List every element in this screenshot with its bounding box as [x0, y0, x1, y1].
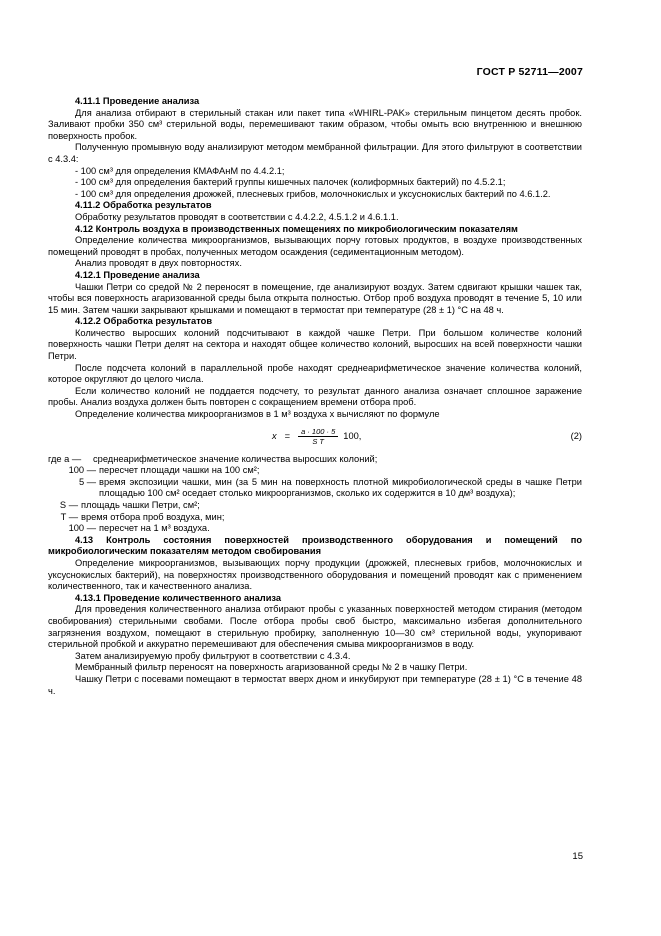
paragraph: Анализ проводят в двух повторностях.: [75, 258, 242, 269]
definition-symbol: где a —: [48, 453, 82, 464]
definition-text: площадь чашки Петри, см²;: [81, 500, 200, 510]
formula-numerator: a · 100 · 5: [298, 427, 338, 437]
section-heading-4-11-1: 4.11.1 Проведение анализа: [75, 96, 200, 106]
definition-text: пересчет площади чашки на 100 см²;: [99, 465, 260, 476]
page-number: 15: [572, 851, 583, 862]
paragraph: Если количество колоний не поддается подсчету, то результат данного анализа означает сплошное заражение пробы. Анализ воздуха должен быть повторен с сокращением времени отбора проб.: [48, 385, 582, 408]
definition-row: [48, 454, 582, 466]
section-heading-4-12-1: 4.12.1 Проведение анализа: [75, 269, 200, 280]
formula-factor: 100,: [343, 430, 362, 441]
section-heading-4-11-2: 4.11.2 Обработка результатов: [75, 200, 212, 211]
list-item: - 100 см³ для определения КМАФАнМ по 4.4.2.1;: [75, 165, 285, 176]
formula-denominator: S T: [312, 437, 325, 447]
paragraph: Для анализа отбирают в стерильный стакан или пакет типа «WHIRL-PAK» стерильным пинцетом десять пробок. Заливают пробки 350 см³ стерильной воды, перемешивают таким образом, чтобы омыть всю внутреннюю и внешнюю поверхность пробок.: [48, 107, 582, 141]
definition-text: время отбора проб воздуха, мин;: [81, 511, 225, 522]
paragraph: Определение количества микроорганизмов, вызывающих порчу готовых продуктов, в воздухе производственных помещений проводят в пробах, полученных методом осаждения (седиментационным методом).: [48, 235, 582, 257]
paragraph: Обработку результатов проводят в соответствии с 4.4.2.2, 4.5.1.2 и 4.6.1.1.: [75, 211, 399, 222]
definition-row: [48, 500, 582, 512]
definition-symbol: T —: [60, 511, 78, 522]
formula-lhs: x: [272, 430, 277, 441]
list-item: - 100 см³ для определения дрожжей, плесневых грибов, молочнокислых и уксуснокислых бактерий по 4.6.1.2.: [75, 188, 551, 199]
definition-symbol: 100 —: [68, 465, 96, 476]
paragraph: После подсчета колоний в параллельной пробе находят среднеарифметическое значение количества колоний, которое округляют до целого числа.: [48, 362, 582, 385]
document-header: ГОСТ Р 52711—2007: [476, 66, 583, 78]
definition-symbol: S —: [59, 500, 78, 510]
formula-number: (2): [570, 430, 582, 441]
definition-text: пересчет на 1 м³ воздуха.: [99, 523, 210, 534]
definition-symbol: 5 —: [78, 476, 96, 487]
section-heading-4-12: 4.12 Контроль воздуха в производственных помещениях по микробиологическим показателям: [75, 223, 518, 234]
paragraph: Мембранный фильтр переносят на поверхность агаризованной среды № 2 в чашку Петри.: [75, 662, 468, 673]
definition-text: среднеарифметическое значение количества выросших колоний;: [93, 453, 378, 464]
definition-row: [48, 477, 582, 500]
document-body: [48, 96, 582, 697]
definition-row: [48, 465, 582, 477]
paragraph: Затем анализируемую пробу фильтруют в соответствии с 4.3.4.: [75, 650, 351, 661]
section-heading-4-12-2: 4.12.2 Обработка результатов: [75, 316, 213, 327]
definition-text: время экспозиции чашки, мин (за 5 мин на поверхность плотной микробиологической среды в чашке Петри площадью 100 см² оседает столько микроорганизмов, сколько их содержится в 10 дм³ воздуха);: [99, 476, 582, 499]
definition-row: [48, 512, 582, 524]
formula-fraction: [298, 427, 338, 446]
paragraph: Чашку Петри с посевами помещают в термостат вверх дном и инкубируют при температуре (28 ± 1) °С в течение 48 ч.: [48, 673, 582, 696]
paragraph: Чашки Петри со средой № 2 переносят в помещение, где анализируют воздух. Затем сдвигают крышки чашек так, чтобы вся поверхность агаризованной среды была открыта полностью. Отбор проб воздуха проводят в течение 5, 10 или 15 мин. Затем чашки закрывают крышками и помещают в термостат при температуре (28 ± 1) °С на 48 ч.: [48, 281, 582, 315]
list-item: - 100 см³ для определения бактерий группы кишечных палочек (колиформных бактерий) по 4.5.2.1;: [75, 177, 506, 188]
paragraph: Определение количества микроорганизмов в 1 м³ воздуха x вычисляют по формуле: [75, 409, 440, 420]
formula-equals: =: [284, 430, 291, 441]
section-heading-4-13: 4.13 Контроль состояния поверхностей производственного оборудования и помещений по микробиологическим показателям методом свобирования: [48, 534, 582, 557]
section-heading-4-13-1: 4.13.1 Проведение количественного анализа: [75, 592, 282, 603]
paragraph: Определение микроорганизмов, вызывающих порчу продукции (дрожжей, плесневых грибов, молочнокислых и уксуснокислых бактерий), на поверхностях производственного оборудования и помещений проводят как с применением количественного, так и качественного анализа.: [48, 557, 582, 592]
formula-2: [48, 423, 582, 451]
definition-row: [48, 523, 582, 535]
paragraph: Для проведения количественного анализа отбирают пробы с указанных поверхностей методом стирания (методом свобирования) стерильными свобами. После отбора пробы своб быстро, максимально избегая дополнительного загрязнения воздухом, помещают в стерильную пробирку, заполненную 10—30 см³ стерильной воды, укупоривают стерильной пробкой и аккуратно перемешивают для обеспечения смыва микроорганизмов в воду.: [48, 604, 582, 650]
paragraph: Количество выросших колоний подсчитывают в каждой чашке Петри. При большом количестве колоний поверхность чашки Петри делят на сектора и находят общее количество колоний, выросших на всей поверхности чашки Петри.: [48, 327, 582, 362]
definition-symbol: 100 —: [68, 523, 96, 534]
paragraph: Полученную промывную воду анализируют методом мембранной фильтрации. Для этого фильтруют в соответствии с 4.3.4:: [48, 142, 582, 164]
